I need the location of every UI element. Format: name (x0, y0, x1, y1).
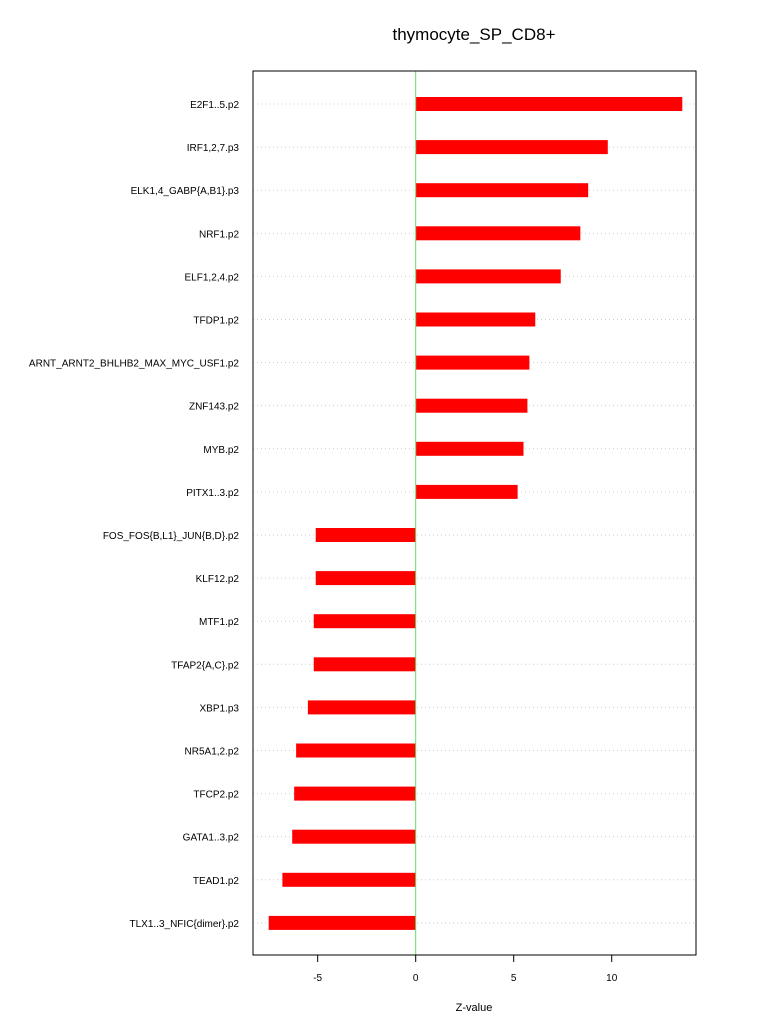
x-tick-label: 10 (606, 973, 618, 984)
category-label: ARNT_ARNT2_BHLHB2_MAX_MYC_USF1.p2 (28, 358, 239, 370)
x-axis-title: Z-value (455, 1002, 493, 1014)
bar (416, 269, 561, 283)
bar (416, 97, 683, 111)
category-label: NRF1.p2 (198, 229, 239, 241)
category-label: TFCP2.p2 (193, 789, 239, 801)
category-label: GATA1..3.p2 (182, 832, 239, 844)
bar (292, 830, 415, 844)
bar (314, 614, 416, 628)
category-label: ZNF143.p2 (188, 401, 239, 413)
plot-frame (253, 71, 696, 955)
bar (416, 226, 581, 240)
category-label: TFDP1.p2 (193, 315, 239, 327)
bar (416, 183, 588, 197)
category-label: FOS_FOS{B,L1}_JUN{B,D}.p2 (102, 531, 239, 542)
category-label: ELF1,2,4.p2 (184, 272, 239, 284)
category-label: XBP1.p3 (199, 703, 239, 715)
category-label: NR5A1,2.p2 (184, 746, 239, 758)
bar (308, 700, 416, 714)
x-axis (313, 955, 617, 984)
x-tick-label: 5 (510, 973, 517, 984)
bar (416, 485, 518, 499)
category-label: TEAD1.p2 (192, 875, 239, 887)
category-label: E2F1..5.p2 (190, 100, 239, 111)
category-label: MYB.p2 (203, 444, 239, 456)
bar (296, 744, 416, 758)
category-label: TFAP2{A,C}.p2 (171, 660, 239, 672)
category-label: ELK1,4_GABP{A,B1}.p3 (130, 186, 239, 198)
category-label: TLX1..3_NFIC{dimer}.p2 (129, 918, 239, 930)
bars (269, 97, 683, 930)
category-label: IRF1,2,7.p3 (186, 143, 239, 155)
chart-title: thymocyte_SP_CD8+ (392, 25, 556, 44)
bar (416, 442, 524, 456)
bar (314, 657, 416, 671)
bar (316, 571, 416, 585)
category-label: MTF1.p2 (198, 617, 239, 629)
bar (269, 916, 416, 930)
category-label: KLF12.p2 (195, 574, 239, 586)
category-labels (29, 100, 240, 930)
category-label: PITX1..3.p2 (186, 487, 239, 499)
bar (416, 140, 608, 154)
x-tick-label: 0 (412, 973, 419, 984)
x-tick-label: -5 (313, 973, 323, 984)
bar (416, 356, 530, 370)
bar (294, 787, 416, 801)
bar (416, 399, 528, 413)
bar (416, 313, 536, 327)
bar (316, 528, 416, 542)
bar (282, 873, 415, 887)
